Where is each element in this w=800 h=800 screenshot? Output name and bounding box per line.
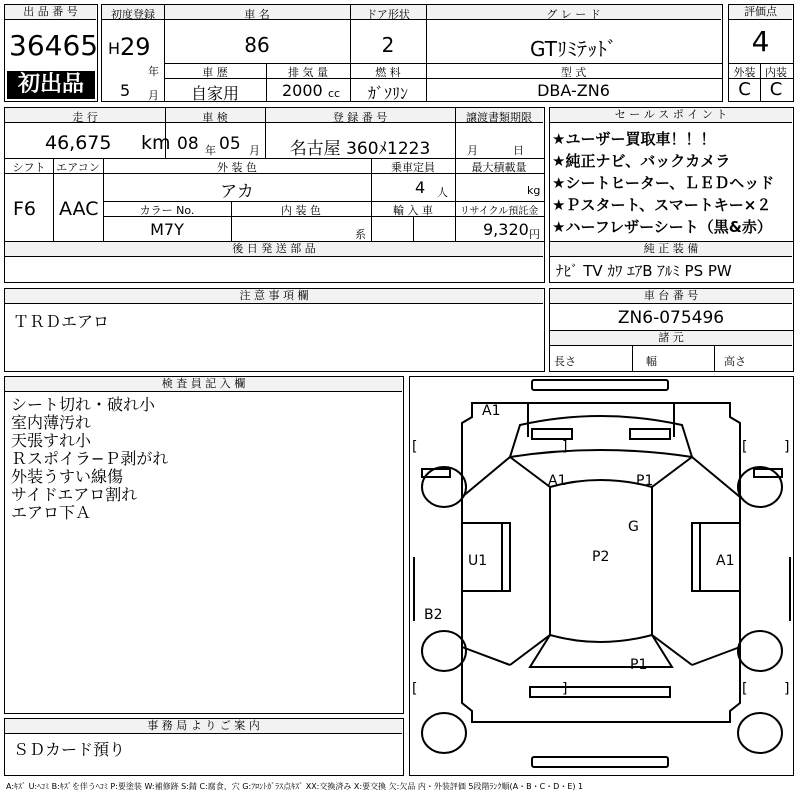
capacity-unit: 人 — [437, 186, 448, 199]
post-parts-label: 後 日 発 送 部 品 — [5, 242, 543, 257]
inspector-note: 天張すれ小 — [11, 431, 92, 450]
bracket-mark: [ — [412, 681, 418, 697]
damage-mark: B2 — [424, 607, 443, 623]
int-color-suffix: 系 — [355, 228, 366, 241]
max-load-label: 最大積載量 — [471, 161, 527, 174]
bracket-mark: ] — [562, 681, 568, 697]
recycle-unit: 円 — [529, 228, 540, 241]
ac-label: エアコン — [56, 161, 100, 174]
damage-mark: U1 — [468, 553, 488, 569]
displacement-label: 排 気 量 — [288, 66, 328, 79]
mileage-label: 走 行 — [72, 111, 98, 124]
doors-label: ドア形状 — [366, 8, 410, 21]
doors-value: 2 — [381, 33, 395, 57]
damage-mark: A1 — [482, 403, 501, 419]
first-reg-era: H — [108, 39, 121, 58]
transfer-day-unit: 日 — [513, 144, 524, 157]
transfer-label: 譲渡書類期限 — [466, 111, 532, 124]
inspector-note: 室内薄汚れ — [11, 413, 92, 432]
sales-point-item: ★ハーフレザーシート（黒&赤） — [552, 218, 772, 236]
damage-mark: P1 — [630, 657, 648, 673]
inspection-year: 08 — [177, 134, 199, 154]
chassis-value: ZN6-075496 — [617, 308, 725, 328]
capacity-label: 乗車定員 — [391, 161, 435, 174]
sales-point-item: ★純正ナビ、バックカメラ — [552, 152, 731, 170]
car-outline — [410, 377, 793, 775]
fuel-label: 燃 料 — [375, 66, 401, 79]
score-value: 4 — [751, 25, 770, 58]
office-box — [4, 718, 404, 776]
first-reg-year-unit: 年 — [148, 65, 159, 78]
inspector-note: シート切れ・破れ小 — [11, 395, 156, 414]
grade-value: GTﾘﾐﾃｯﾄﾞ — [529, 37, 617, 61]
displacement-value: 2000 — [282, 81, 323, 100]
car-diagram — [409, 376, 794, 776]
inspector-note: Ｒスポイラ−Ｐ剥がれ — [11, 449, 169, 468]
dims-height-label: 高さ — [724, 355, 746, 368]
color-no-label: カラー No. — [139, 204, 195, 217]
model-value: DBA-ZN6 — [537, 81, 610, 100]
inspector-note: 外装うすい線傷 — [11, 467, 124, 486]
ext-color-value: アカ — [220, 182, 254, 202]
shift-value: F6 — [13, 198, 37, 220]
int-score-value: C — [769, 79, 783, 100]
lot-number: 36465 — [9, 29, 99, 62]
first-reg-year: 29 — [120, 33, 151, 61]
bracket-mark: ] — [784, 439, 790, 455]
damage-mark: A1 — [548, 473, 567, 489]
bracket-mark: ] — [784, 681, 790, 697]
mileage-value: 46,675 — [45, 132, 112, 154]
inspector-box — [4, 376, 404, 714]
reg-no-value: 名古屋 360ﾒ1223 — [289, 139, 431, 159]
inspector-note: エアロ下Ａ — [11, 503, 92, 522]
bracket-mark: [ — [412, 439, 418, 455]
sales-points-box — [549, 107, 794, 283]
inspection-month: 05 — [219, 134, 241, 154]
grade-label: グ レ ー ド — [546, 8, 601, 21]
fuel-value: ｶﾞｿﾘﾝ — [367, 84, 408, 103]
chassis-label: 車 台 番 号 — [550, 289, 792, 304]
sales-point-item: ★Ｐスタート、スマートキー×２ — [552, 196, 772, 214]
history-value: 自家用 — [190, 84, 239, 103]
mileage-unit: km — [141, 132, 171, 154]
displacement-unit: cc — [328, 87, 341, 100]
recycle-value: 9,320 — [483, 220, 529, 239]
bracket-mark: ] — [562, 439, 568, 455]
transfer-month-unit: 月 — [467, 144, 478, 157]
sales-points-label: セ ー ル ス ポ イ ン ト — [550, 108, 792, 123]
dims-label: 諸 元 — [550, 331, 792, 346]
first-listing-badge: 初出品 — [7, 71, 95, 99]
first-reg-month: 5 — [120, 81, 131, 100]
dims-width-label: 幅 — [646, 355, 657, 368]
int-color-label: 内 装 色 — [281, 204, 321, 217]
color-no-value: M7Y — [150, 220, 184, 239]
shift-label: シフト — [12, 161, 46, 174]
equipment-label: 純 正 装 備 — [550, 242, 792, 257]
ac-value: AAC — [59, 198, 99, 220]
notes-value: ＴＲＤエアロ — [13, 312, 110, 331]
score-box — [728, 4, 794, 102]
bracket-mark: [ — [742, 439, 748, 455]
notes-box — [4, 288, 545, 372]
lot-box — [4, 4, 98, 102]
main-box — [101, 4, 723, 102]
inspection-month-unit: 月 — [249, 144, 260, 157]
history-label: 車 歴 — [202, 66, 228, 79]
first-reg-month-unit: 月 — [148, 89, 159, 102]
inspection-year-unit: 年 — [205, 144, 216, 157]
damage-mark: A1 — [716, 553, 735, 569]
int-score-label: 内装 — [765, 66, 787, 79]
chassis-box — [549, 288, 794, 372]
office-value: ＳＤカード預り — [13, 740, 126, 759]
recycle-label: リサイクル預託金 — [459, 206, 539, 217]
ext-score-label: 外装 — [733, 66, 756, 79]
office-label: 事 務 局 よ り ご 案 内 — [5, 719, 402, 734]
inspector-note: サイドエアロ割れ — [11, 485, 138, 504]
bracket-mark: [ — [742, 681, 748, 697]
inspector-label: 検 査 員 記 入 欄 — [5, 377, 402, 392]
reg-no-label: 登 録 番 号 — [332, 111, 388, 124]
model-label: 型 式 — [560, 66, 587, 79]
notes-label: 注 意 事 項 欄 — [5, 289, 543, 304]
damage-mark: G — [628, 519, 639, 535]
ext-score-value: C — [738, 79, 751, 100]
legend: A:ｷｽﾞ U:ﾍｺﾐ B:ｷｽﾞを伴うﾍｺﾐ P:要塗装 W:補修跡 S:錆 C:腐食、穴 G:ﾌﾛﾝﾄｶﾞﾗｽ点ｷｽﾞ XX:交換済み X:要交換 欠:欠品 内・外装評価 5段階ﾗﾝｸ順(A・B・C・D・E) 1 — [6, 782, 584, 791]
import-label: 輸 入 車 — [393, 204, 433, 217]
detail-box — [4, 107, 545, 283]
car-name-label: 車 名 — [244, 8, 270, 21]
car-name-value: 86 — [244, 33, 270, 57]
lot-label: 出 品 番 号 — [5, 5, 96, 20]
sales-point-item: ★ユーザー買取車！！！ — [552, 130, 716, 148]
damage-mark: P2 — [592, 549, 610, 565]
inspection-label: 車 検 — [202, 111, 228, 124]
damage-mark: P1 — [636, 473, 654, 489]
max-load-unit: kg — [527, 184, 541, 197]
score-label: 評価点 — [729, 5, 792, 20]
dims-length-label: 長さ — [554, 355, 576, 368]
ext-color-label: 外 装 色 — [217, 161, 257, 174]
first-reg-label: 初度登録 — [111, 8, 155, 21]
capacity-value: 4 — [415, 178, 426, 197]
equipment-value: ﾅﾋﾞ TV ｶﾜ ｴｱB ｱﾙﾐ PS PW — [556, 262, 732, 280]
sales-point-item: ★シートヒーター、ＬＥＤヘッド — [552, 174, 775, 192]
